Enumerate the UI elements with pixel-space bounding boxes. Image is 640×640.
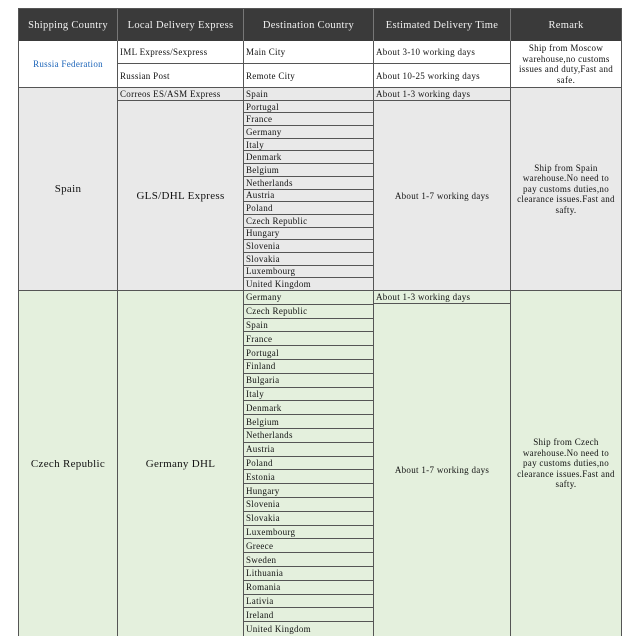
header-delivery-time: Estimated Delivery Time	[374, 9, 511, 41]
spain-express-top: Correos ES/ASM Express	[118, 88, 244, 101]
destination-item: Greece	[244, 539, 374, 553]
destination-item: Austria	[244, 443, 374, 457]
destination-item: Italy	[244, 388, 374, 402]
destination-item: Ireland	[244, 608, 374, 622]
russia-time-1: About 3-10 working days	[374, 41, 511, 64]
destination-item: Germany	[244, 126, 374, 139]
spain-time-main: About 1-7 working days	[374, 101, 511, 291]
destination-item: Lativia	[244, 595, 374, 609]
destination-item: Netherlands	[244, 429, 374, 443]
destination-item: Slovenia	[244, 240, 374, 253]
destination-item: Portugal	[244, 101, 374, 114]
czech-express: Germany DHL	[118, 291, 244, 636]
destination-item: Spain	[244, 88, 374, 101]
russia-destination-2: Remote City	[244, 64, 374, 88]
russia-express-1: IML Express/Sexpress	[118, 41, 244, 64]
destination-item: Finland	[244, 360, 374, 374]
czech-time-top: About 1-3 working days	[374, 291, 511, 304]
destination-item: Bulgaria	[244, 374, 374, 388]
destination-item: France	[244, 332, 374, 346]
destination-item: Luxembourg	[244, 526, 374, 540]
spain-express-main: GLS/DHL Express	[118, 101, 244, 291]
destination-item: Belgium	[244, 415, 374, 429]
destination-item: Spain	[244, 319, 374, 333]
russia-express-2: Russian Post	[118, 64, 244, 88]
destination-item: Czech Republic	[244, 215, 374, 228]
russia-remark: Ship from Moscow warehouse,no customs issues and duty,Fast and safe.	[511, 41, 621, 88]
czech-remark: Ship from Czech warehouse.No need to pay customs duties,no clearance issues.Fast and safty.	[511, 291, 621, 636]
destination-item: Denmark	[244, 401, 374, 415]
spain-remark: Ship from Spain warehouse.No need to pay customs duties,no clearance issues.Fast and safty.	[511, 88, 621, 291]
header-destination: Destination Country	[244, 9, 374, 41]
shipping-table	[18, 8, 622, 636]
destination-item: Romania	[244, 581, 374, 595]
destination-item: Sweden	[244, 553, 374, 567]
destination-item: United Kingdom	[244, 622, 374, 636]
header-shipping-country: Shipping Country	[19, 9, 118, 41]
header-remark: Remark	[511, 9, 621, 41]
russia-destination-1: Main City	[244, 41, 374, 64]
destination-item: Belgium	[244, 164, 374, 177]
destination-item: France	[244, 113, 374, 126]
destination-item: Portugal	[244, 346, 374, 360]
header-local-delivery: Local Delivery Express	[118, 9, 244, 41]
destination-item: Denmark	[244, 151, 374, 164]
russia-country: Russia Federation	[19, 41, 118, 88]
spain-time-top: About 1-3 working days	[374, 88, 511, 101]
destination-item: Luxembourg	[244, 266, 374, 279]
destination-item: Poland	[244, 202, 374, 215]
destination-item: Netherlands	[244, 177, 374, 190]
destination-item: Poland	[244, 457, 374, 471]
czech-country: Czech Republic	[19, 291, 118, 636]
destination-item: Hungary	[244, 228, 374, 241]
destination-item: Germany	[244, 291, 374, 305]
destination-item: Czech Republic	[244, 305, 374, 319]
destination-item: Hungary	[244, 484, 374, 498]
destination-item: Slovenia	[244, 498, 374, 512]
czech-time-main: About 1-7 working days	[374, 304, 511, 636]
destination-item: Slovakia	[244, 512, 374, 526]
destination-item: Estonia	[244, 470, 374, 484]
spain-country: Spain	[19, 88, 118, 291]
destination-item: Slovakia	[244, 253, 374, 266]
destination-item: United Kingdom	[244, 278, 374, 291]
destination-item: Lithuania	[244, 567, 374, 581]
russia-time-2: About 10-25 working days	[374, 64, 511, 88]
destination-item: Italy	[244, 139, 374, 152]
destination-item: Austria	[244, 190, 374, 203]
